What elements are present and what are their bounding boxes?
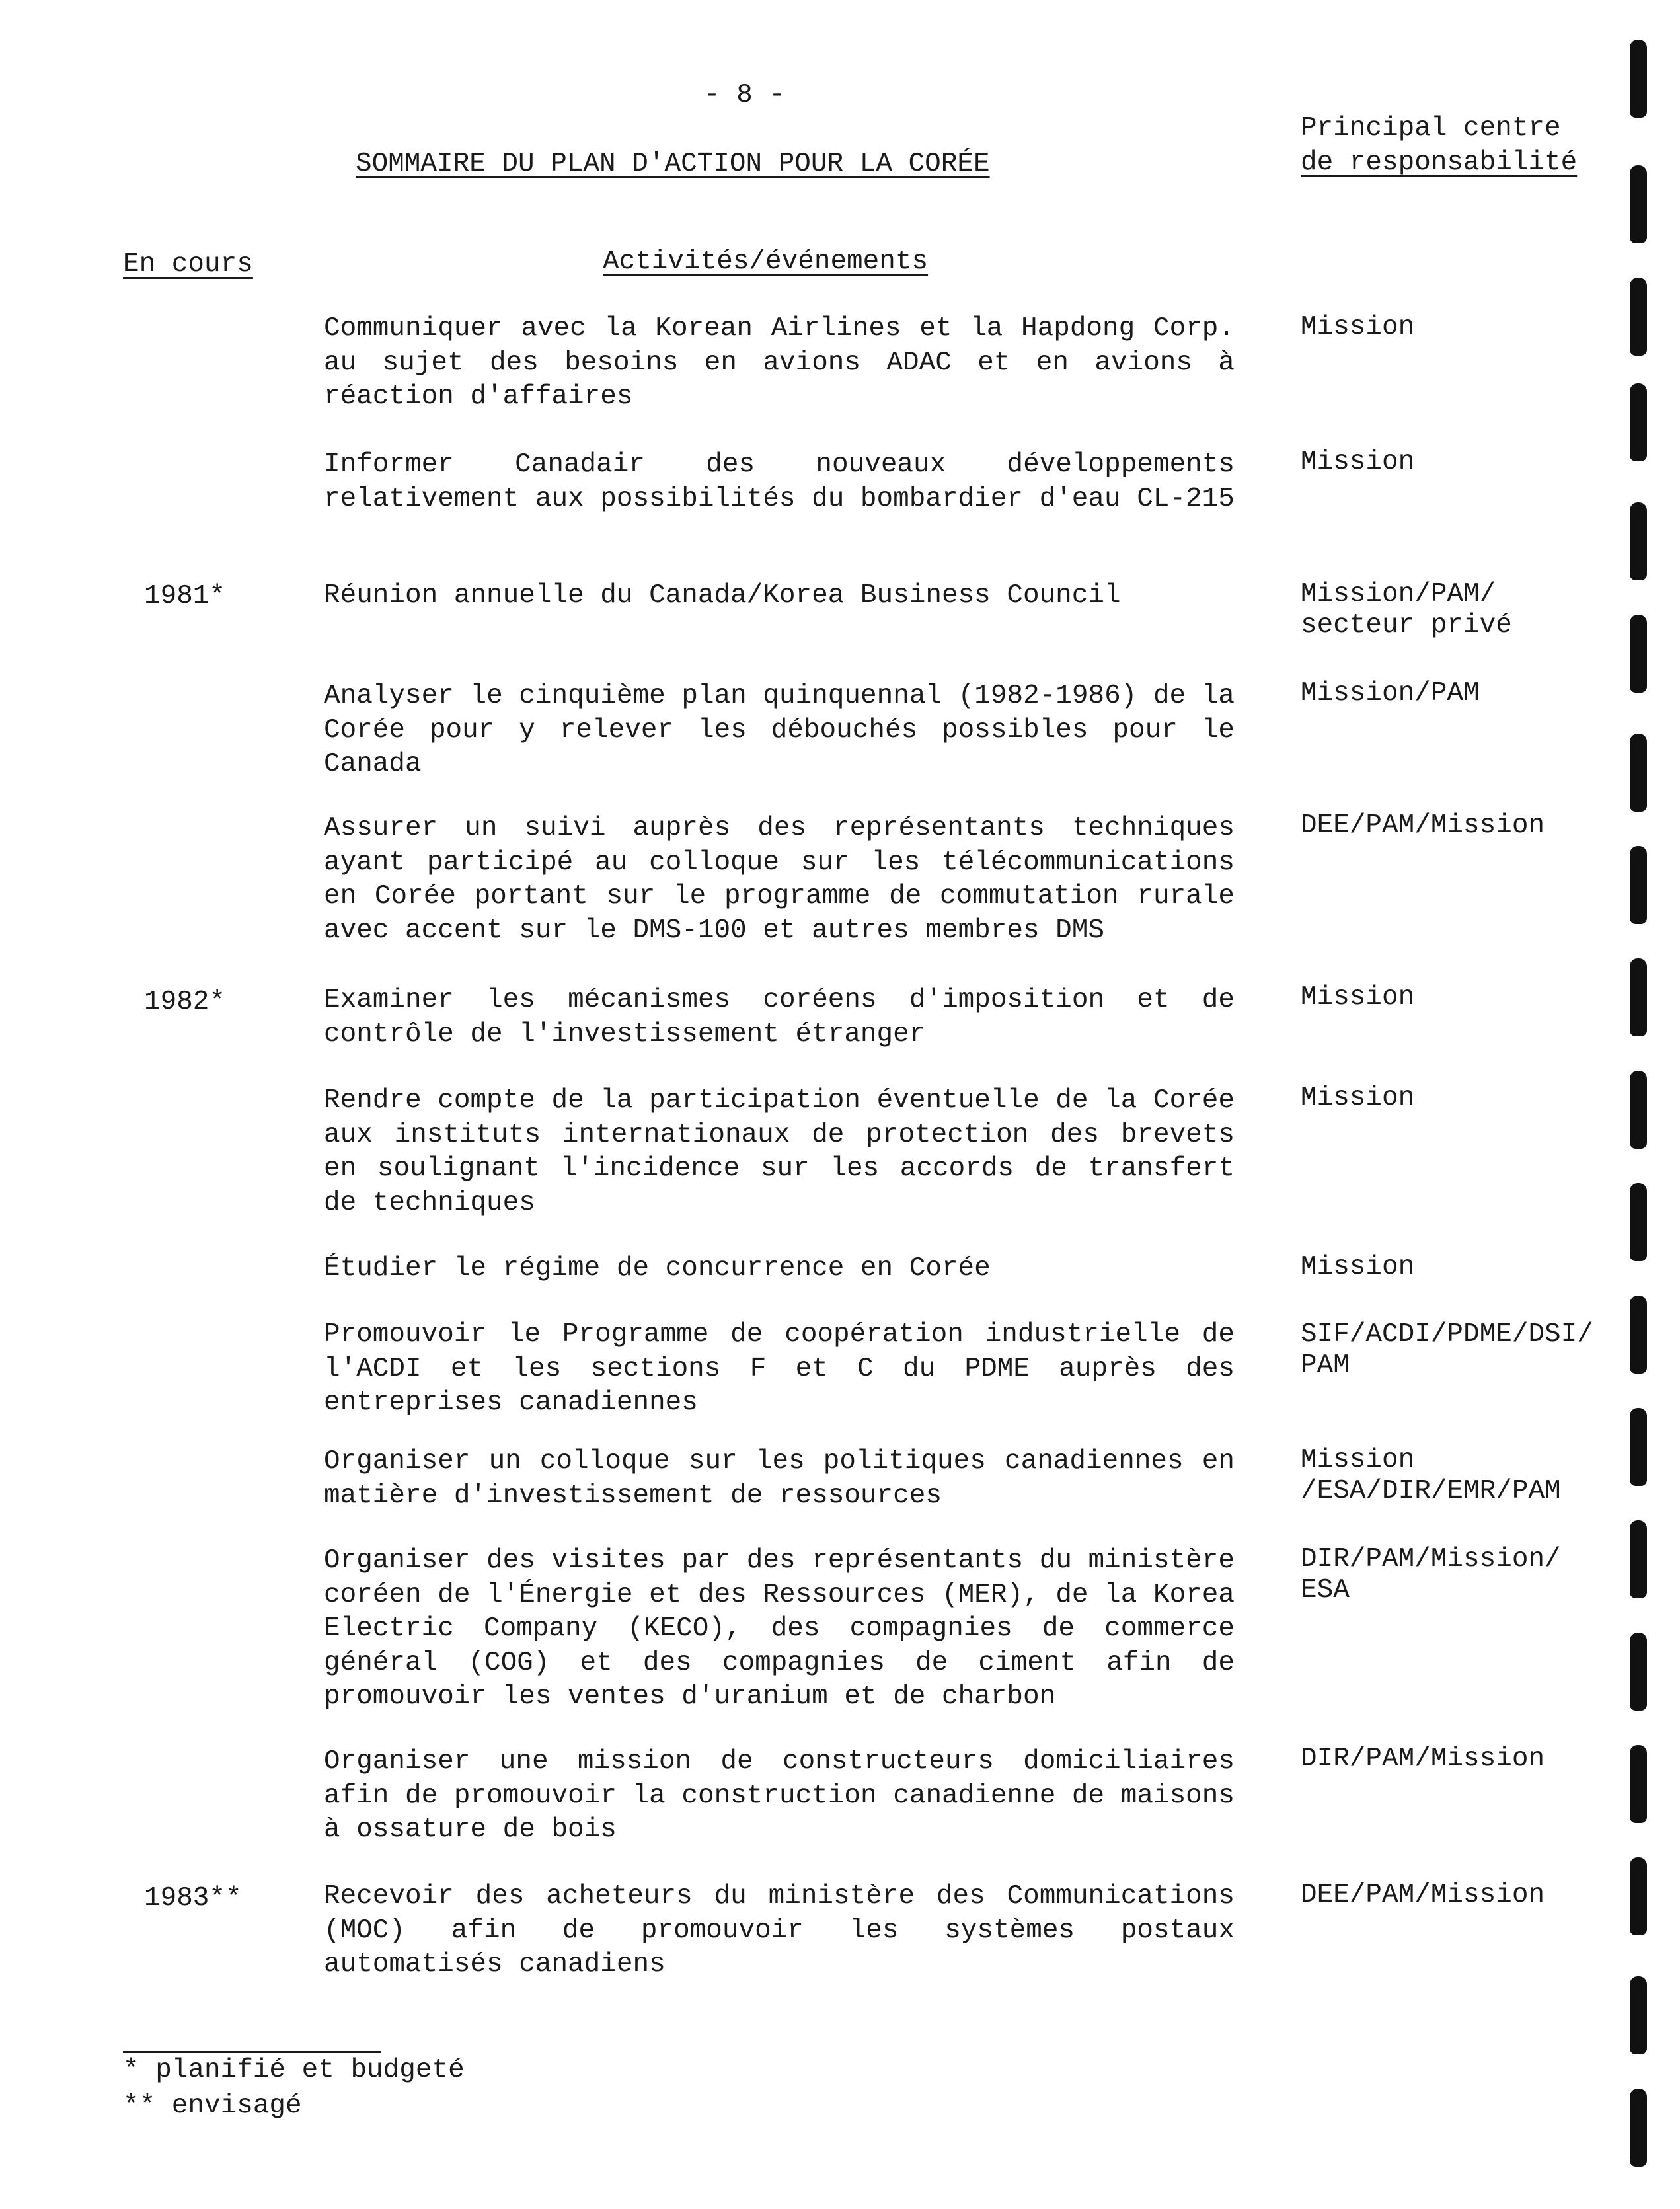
activity-text: Rendre compte de la participation éventuelle de la Corée aux instituts internationaux de protection des brevets en soulignant l'incidence sur les accords de transfert de techniques (324, 1085, 1235, 1218)
punch-mark (1630, 1408, 1647, 1486)
activity-text: Recevoir des acheteurs du ministère des Communications (MOC) afin de promouvoir les systèmes postaux automatisés canadiens (324, 1881, 1235, 1980)
responsible-centre: DEE/PAM/Mission (1301, 810, 1545, 841)
punch-mark (1630, 958, 1647, 1036)
punch-mark (1630, 383, 1647, 461)
punch-mark (1630, 2089, 1647, 2167)
punch-mark (1630, 502, 1647, 580)
activity-text: Étudier le régime de concurrence en Corée (324, 1253, 991, 1284)
responsible-centre: Mission/PAM (1301, 678, 1480, 709)
punch-mark (1630, 615, 1647, 693)
responsible-centre: Mission (1301, 447, 1415, 477)
punch-mark (1630, 846, 1647, 924)
responsible-centre: DIR/PAM/Mission (1301, 1744, 1545, 1774)
responsible-centre: DEE/PAM/Mission (1301, 1880, 1545, 1910)
responsible-centre: Mission /ESA/DIR/EMR/PAM (1301, 1445, 1561, 1506)
year-label: 1982* (144, 987, 226, 1017)
punch-mark (1630, 1633, 1647, 1711)
responsible-centre: DIR/PAM/Mission/ ESA (1301, 1544, 1561, 1606)
status-column-header: En cours (123, 249, 253, 280)
activity-text: Organiser un colloque sur les politiques canadiennes en matière d'investissement de ressources (324, 1446, 1235, 1511)
year-label: 1983** (144, 1883, 242, 1914)
responsible-centre: Mission/PAM/ secteur privé (1301, 579, 1512, 640)
punch-mark (1630, 1296, 1647, 1374)
punch-mark (1630, 1976, 1647, 2054)
punch-mark (1630, 1745, 1647, 1823)
responsible-centre: Mission (1301, 1252, 1415, 1282)
activity-text: Organiser des visites par des représentants du ministère coréen de l'Énergie et des Ressources (MER), de la Korea Electric Company (KECO), des compagnies de commerce général (COG) et des compagnies de ciment afin de promouvoir les ventes d'uranium et de charbon (324, 1545, 1235, 1712)
activity-text: Communiquer avec la Korean Airlines et la Hapdong Corp. au sujet des besoins en avions ADAC et en avions à réaction d'affaires (324, 313, 1235, 412)
punch-mark (1630, 278, 1647, 356)
punch-mark (1630, 1520, 1647, 1598)
responsibility-header-line2: de responsabilité (1301, 147, 1578, 178)
punch-mark (1630, 40, 1647, 118)
activity-text: Réunion annuelle du Canada/Korea Business Council (324, 580, 1121, 611)
responsibility-header-line1: Principal centre (1301, 113, 1561, 143)
activity-text: Examiner les mécanismes coréens d'imposition et de contrôle de l'investissement étranger (324, 985, 1235, 1050)
responsible-centre: Mission (1301, 982, 1415, 1013)
activity-text: Analyser le cinquième plan quinquennal (1982-1986) de la Corée pour y relever les débouchés possibles pour le Canada (324, 681, 1235, 779)
footnote-planned: * planifié et budgeté (123, 2055, 465, 2085)
punch-mark (1630, 1183, 1647, 1261)
page-number: - 8 - (704, 80, 786, 110)
year-label: 1981* (144, 581, 226, 611)
punch-mark (1630, 165, 1647, 243)
responsible-centre: Mission (1301, 312, 1415, 342)
activity-text: Promouvoir le Programme de coopération industrielle de l'ACDI et les sections F et C du PDME auprès des entreprises canadiennes (324, 1319, 1235, 1418)
activity-text: Organiser une mission de constructeurs domiciliaires afin de promouvoir la construction canadienne de maisons à ossature de bois (324, 1746, 1235, 1845)
punch-mark (1630, 1071, 1647, 1149)
page-title: SOMMAIRE DU PLAN D'ACTION POUR LA CORÉE (356, 149, 990, 179)
punch-mark (1630, 734, 1647, 812)
activity-text: Assurer un suivi auprès des représentants techniques ayant participé au colloque sur les télécommunications en Corée portant sur le programme de commutation rurale avec accent sur le DMS-100 et autres membres DMS (324, 813, 1235, 946)
footnote-considered: ** envisagé (123, 2091, 302, 2121)
punch-mark (1630, 1857, 1647, 1935)
responsible-centre: Mission (1301, 1083, 1415, 1113)
activities-column-header: Activités/événements (603, 247, 929, 277)
responsible-centre: SIF/ACDI/PDME/DSI/ PAM (1301, 1319, 1593, 1381)
activity-text: Informer Canadair des nouveaux développements relativement aux possibilités du bombardier d'eau CL-215 (324, 449, 1235, 514)
